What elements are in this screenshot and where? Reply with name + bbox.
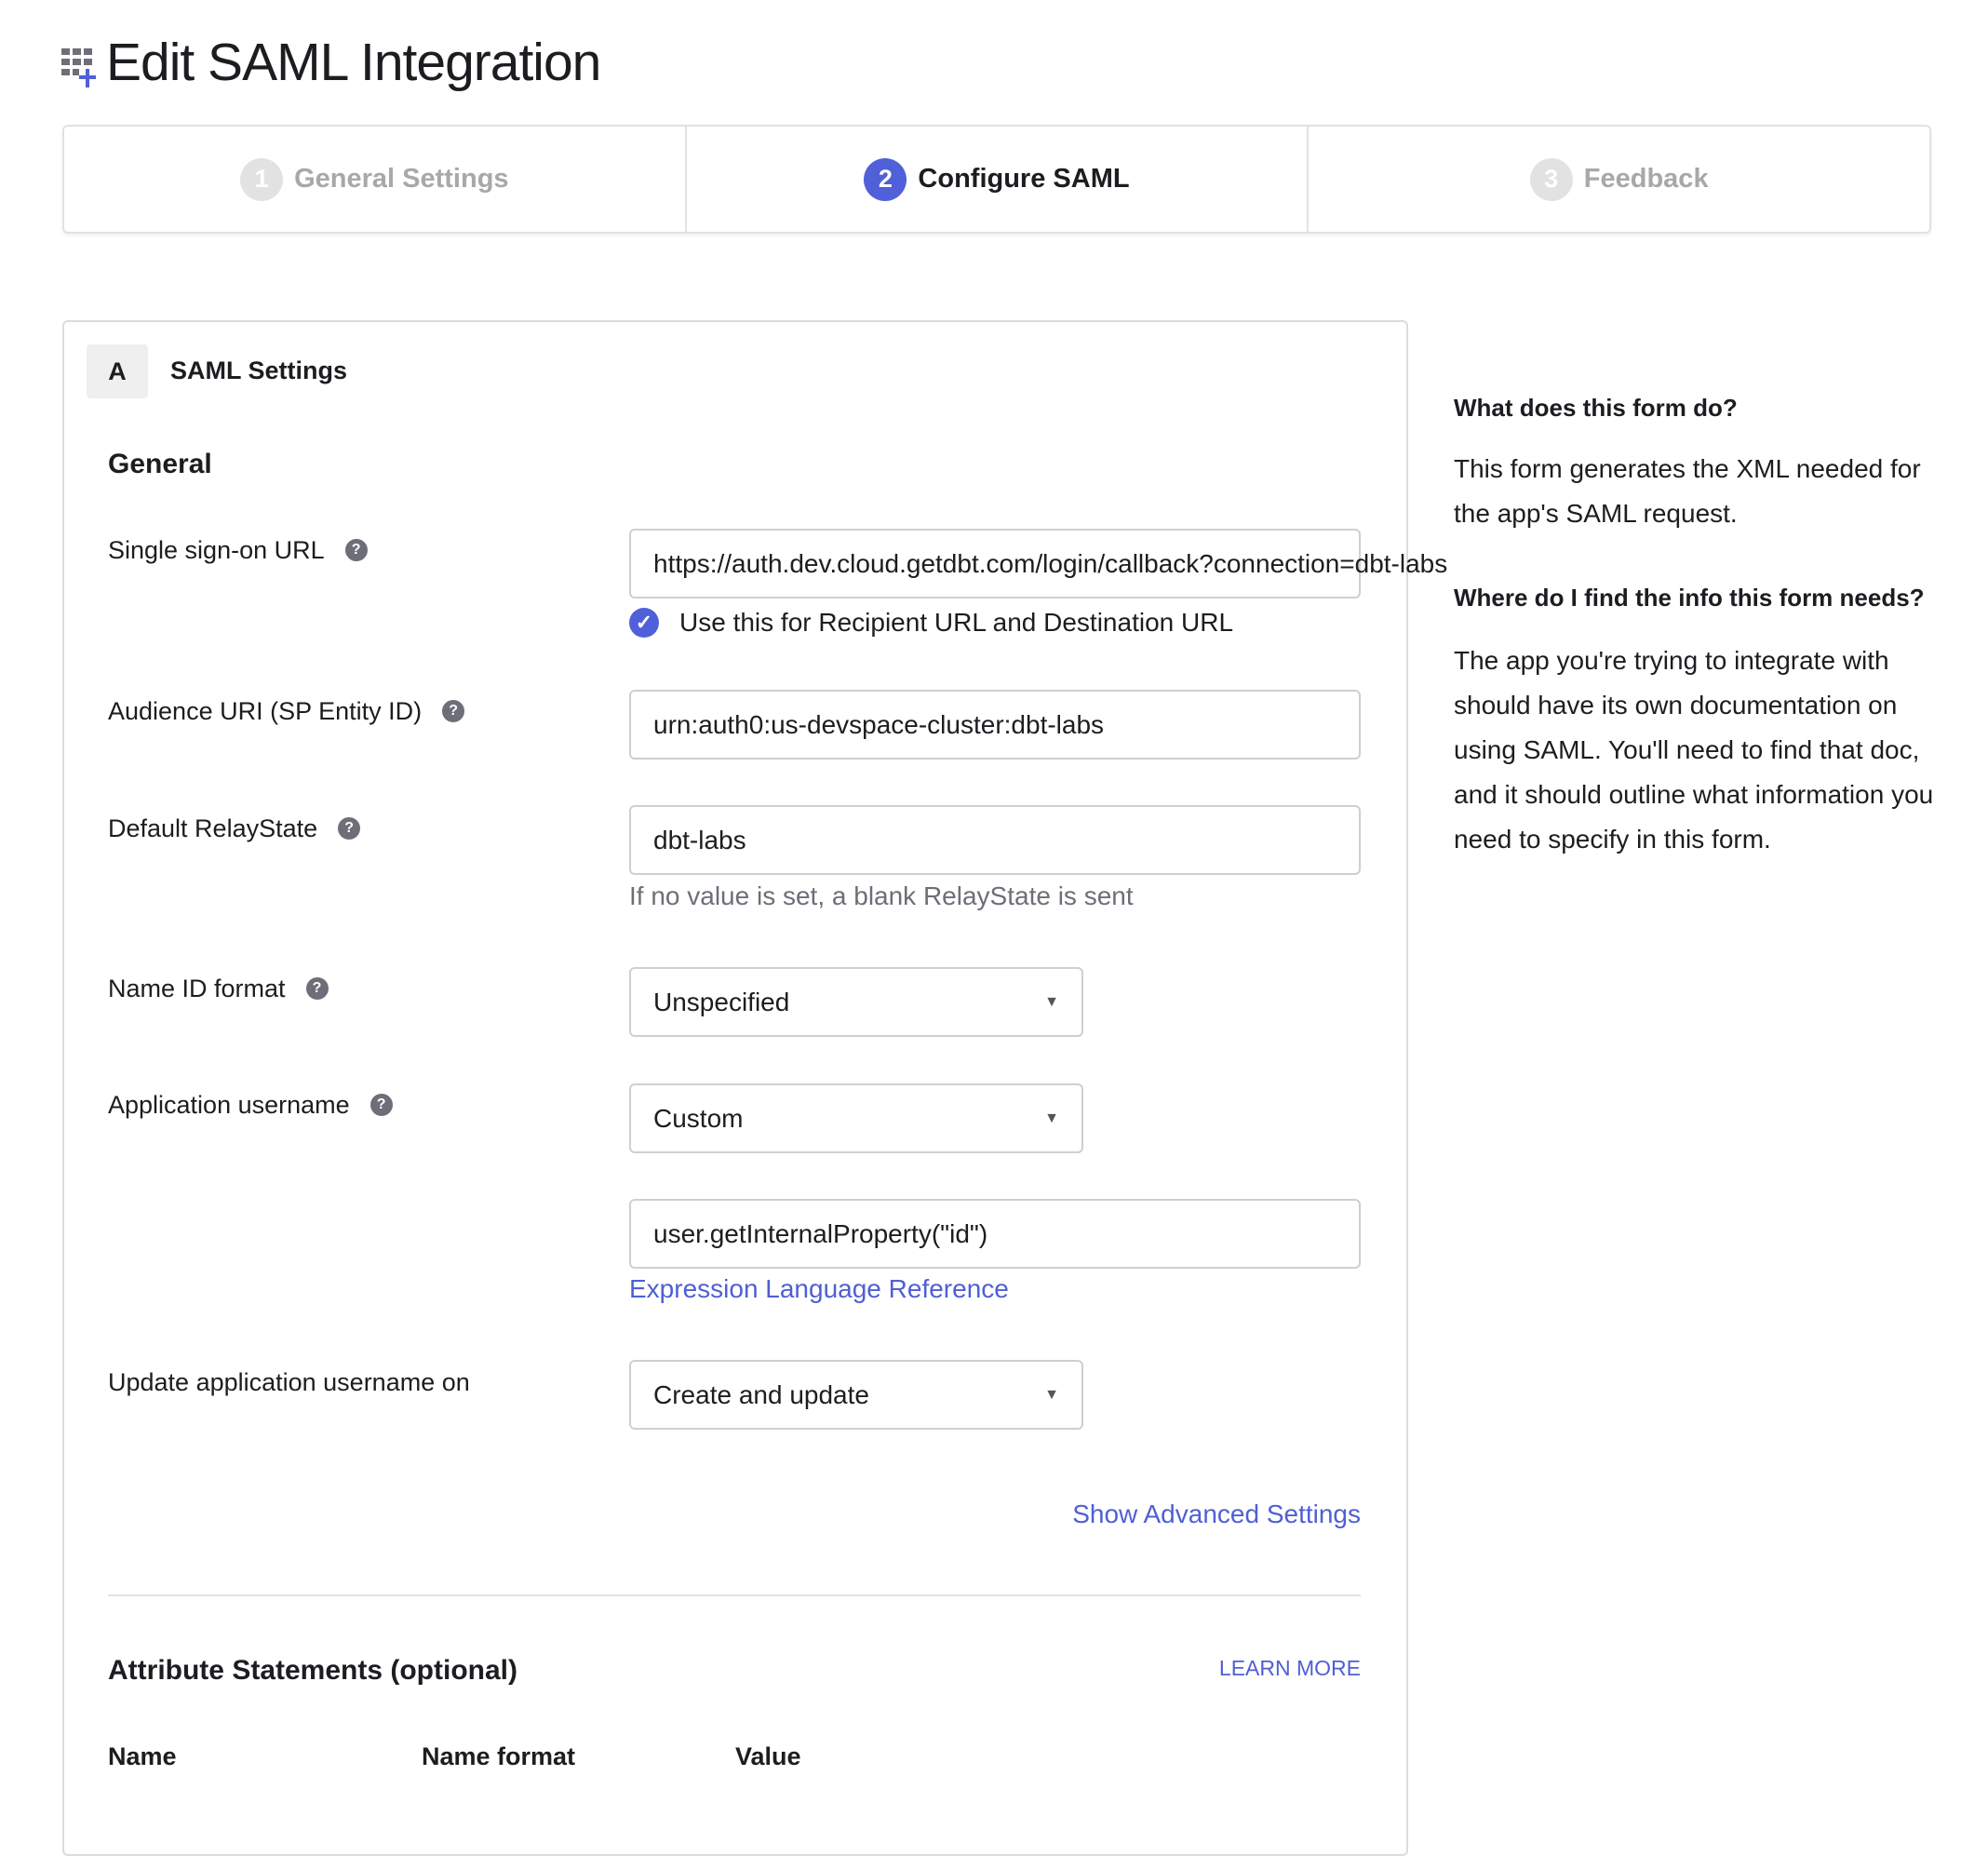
help-icon[interactable]: ? [345,539,368,561]
label-text: Single sign-on URL [108,535,325,564]
page-title: Edit SAML Integration [106,33,601,92]
relaystate-hint: If no value is set, a blank RelayState is sent [629,881,1134,910]
nameid-format-select[interactable] [629,967,1083,1037]
help-question: Where do I find the info this form needs? [1454,584,1925,612]
card-title: SAML Settings [170,356,348,384]
checkbox-label: Use this for Recipient URL and Destination URL [679,608,1234,637]
help-icon[interactable]: ? [370,1094,393,1116]
help-question: What does this form do? [1454,394,1738,422]
step-label: General Settings [294,164,509,194]
show-advanced-settings-link[interactable]: Show Advanced Settings [1072,1500,1361,1528]
expression-language-link[interactable]: Expression Language Reference [629,1274,1009,1303]
column-header-name-format: Name format [422,1742,576,1770]
app-username-label [108,1086,393,1123]
select-value: Unspecified [653,987,790,1016]
label-text: Update application username on [108,1367,470,1396]
help-icon[interactable]: ? [442,700,464,722]
help-sidebar [1454,391,1938,862]
audience-uri-input[interactable]: urn:auth0:us-devspace-cluster:dbt-labs [629,690,1361,760]
column-header-value: Value [735,1742,801,1770]
help-icon[interactable]: ? [306,977,329,1000]
column-header-name: Name [108,1742,177,1770]
learn-more-link[interactable]: LEARN MORE [1218,1656,1361,1680]
step-number: 1 [240,158,283,201]
attribute-statements-title: Attribute Statements (optional) [108,1655,517,1686]
section-badge: A [87,344,148,398]
update-username-label [108,1364,470,1401]
step-label: Configure SAML [918,164,1130,194]
app-grid-plus-icon [61,48,104,91]
select-value: Custom [653,1103,744,1133]
wizard-stepper [62,125,1931,234]
help-answer: The app you're trying to integrate with should have its own documentation on using SAML. You'll need to find that doc, and it should outline what information you need to specify in this form. [1454,646,1934,854]
sso-label [108,531,368,569]
label-text: Default RelayState [108,814,318,842]
section-general: General [108,449,212,479]
divider [108,1594,1361,1596]
step-feedback[interactable] [1309,127,1929,232]
app-username-select[interactable] [629,1083,1083,1153]
select-value: Create and update [653,1379,869,1409]
username-expression-input[interactable]: user.getInternalProperty("id") [629,1199,1361,1269]
recipient-checkbox-row [629,608,1233,638]
sso-url-input[interactable]: https://auth.dev.cloud.getdbt.com/login/callback?connection=dbt-labs [629,529,1361,598]
caret-down-icon: ▼ [1044,1386,1059,1403]
label-text: Application username [108,1090,350,1119]
relaystate-input[interactable]: dbt-labs [629,805,1361,875]
step-number: 3 [1530,158,1573,201]
nameid-label [108,970,329,1007]
step-number: 2 [864,158,907,201]
checkbox[interactable]: ✓ [629,608,659,638]
help-icon[interactable]: ? [338,817,360,840]
step-configure-saml[interactable] [687,127,1310,232]
caret-down-icon: ▼ [1044,993,1059,1010]
relaystate-label [108,810,360,847]
label-text: Name ID format [108,974,286,1002]
audience-label [108,693,464,730]
step-general-settings[interactable] [64,127,687,232]
caret-down-icon: ▼ [1044,1110,1059,1126]
help-answer: This form generates the XML needed for the app's SAML request. [1454,454,1921,528]
label-text: Audience URI (SP Entity ID) [108,696,423,725]
update-username-select[interactable] [629,1360,1083,1430]
step-label: Feedback [1583,164,1709,194]
